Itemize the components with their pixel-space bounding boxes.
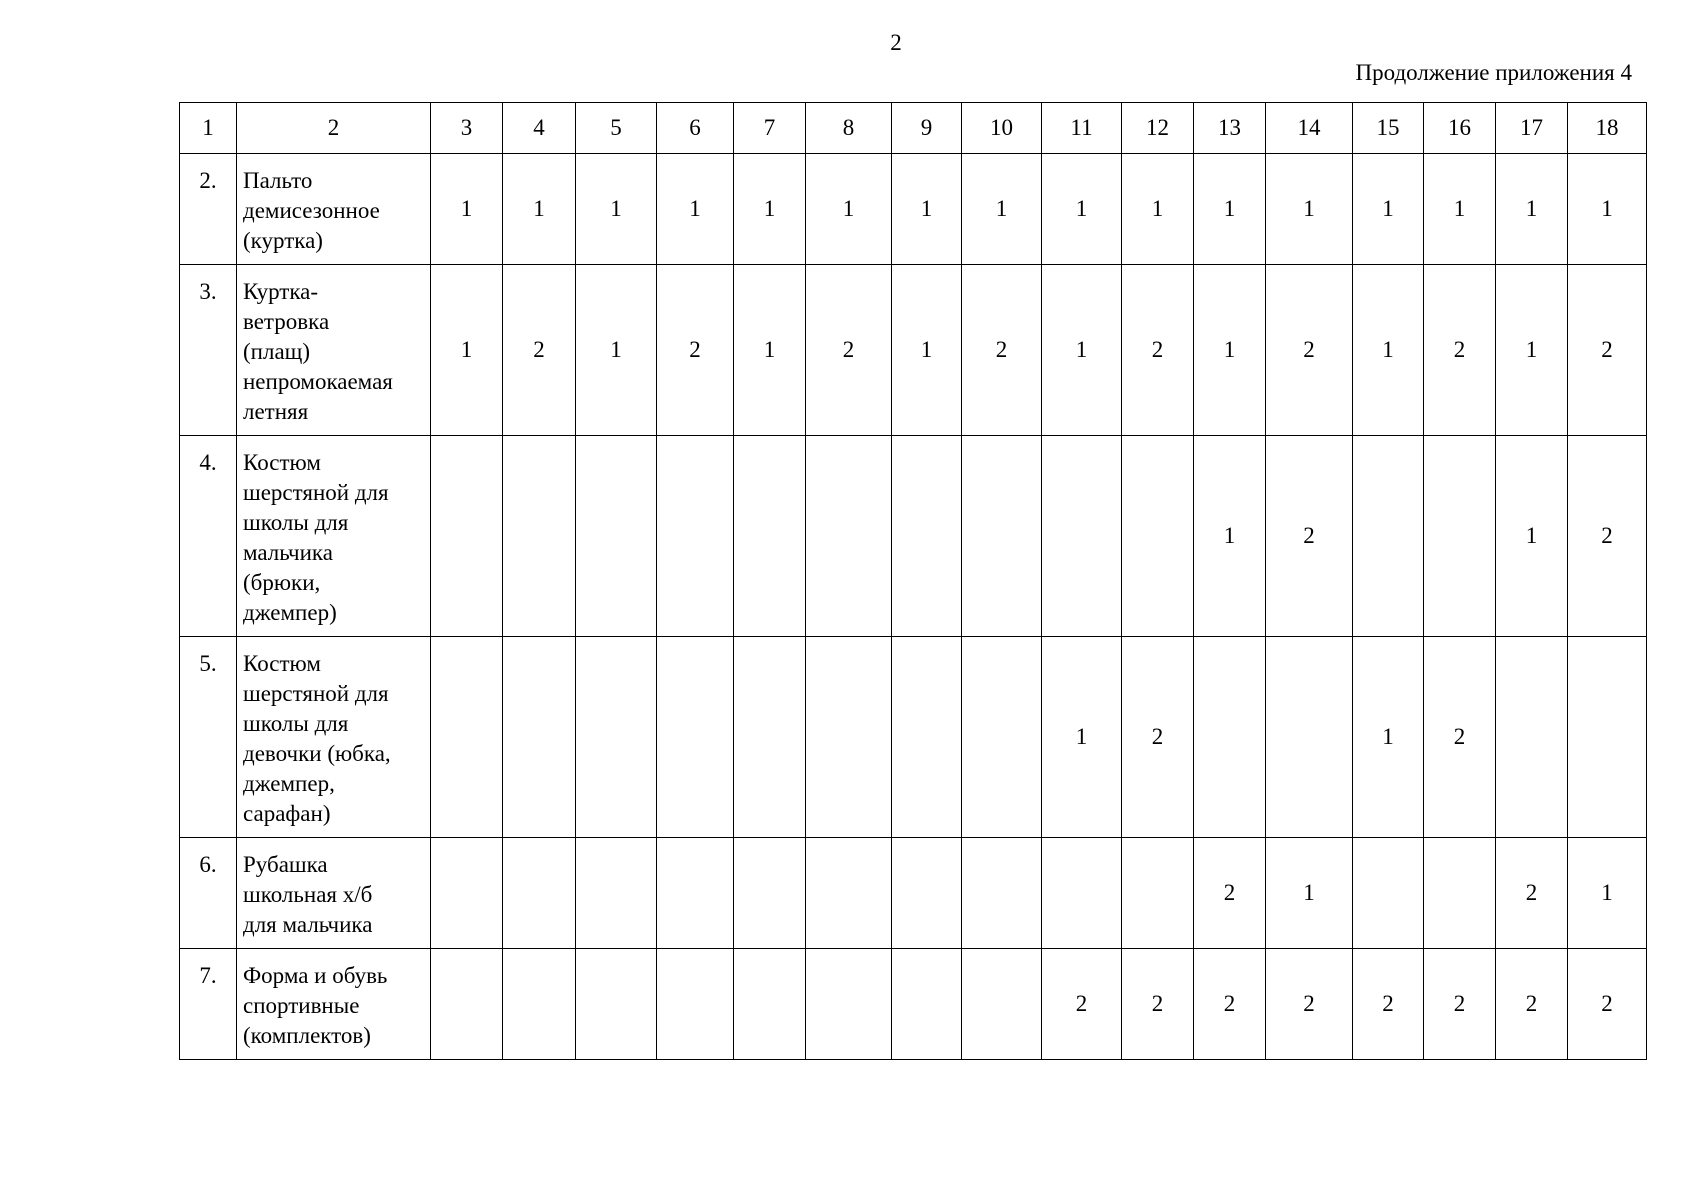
- value-cell: 1: [806, 154, 892, 265]
- value-cell: 1: [1568, 838, 1647, 949]
- value-cell: [1424, 436, 1496, 637]
- value-cell: [1353, 838, 1424, 949]
- value-cell: [1122, 436, 1194, 637]
- value-cell: [503, 838, 576, 949]
- value-cell: 2: [1496, 838, 1568, 949]
- row-number-cell: 2.: [180, 154, 237, 265]
- value-cell: [431, 838, 503, 949]
- column-header-cell: 17: [1496, 103, 1568, 154]
- row-number-cell: 4.: [180, 436, 237, 637]
- value-cell: 2: [657, 265, 734, 436]
- column-header-cell: 1: [180, 103, 237, 154]
- value-cell: 2: [1424, 265, 1496, 436]
- value-cell: [734, 436, 806, 637]
- value-cell: 2: [1568, 265, 1647, 436]
- column-header-cell: 4: [503, 103, 576, 154]
- column-header-cell: 2: [237, 103, 431, 154]
- item-name-cell: Пальто демисезонное (куртка): [237, 154, 431, 265]
- value-cell: [962, 838, 1042, 949]
- value-cell: [734, 637, 806, 838]
- value-cell: 1: [657, 154, 734, 265]
- value-cell: 1: [1122, 154, 1194, 265]
- value-cell: 1: [734, 154, 806, 265]
- value-cell: 1: [892, 265, 962, 436]
- column-header-cell: 16: [1424, 103, 1496, 154]
- table-row: [180, 265, 1647, 436]
- value-cell: 2: [1042, 949, 1122, 1060]
- value-cell: [1353, 436, 1424, 637]
- column-header-cell: 8: [806, 103, 892, 154]
- item-name-cell: Куртка- ветровка (плащ) непромокаемая летняя: [237, 265, 431, 436]
- value-cell: 2: [1424, 637, 1496, 838]
- value-cell: [503, 436, 576, 637]
- value-cell: 1: [431, 265, 503, 436]
- value-cell: [503, 637, 576, 838]
- table-header-row: [180, 103, 1647, 154]
- value-cell: 2: [1266, 436, 1353, 637]
- appendix-table: [179, 102, 1647, 1060]
- row-number-cell: 3.: [180, 265, 237, 436]
- value-cell: [576, 637, 657, 838]
- value-cell: [806, 637, 892, 838]
- value-cell: 1: [576, 154, 657, 265]
- value-cell: [1266, 637, 1353, 838]
- table-row: [180, 436, 1647, 637]
- value-cell: 2: [1424, 949, 1496, 1060]
- column-header-cell: 9: [892, 103, 962, 154]
- value-cell: 2: [1122, 949, 1194, 1060]
- value-cell: 1: [1042, 637, 1122, 838]
- value-cell: 1: [1353, 637, 1424, 838]
- value-cell: [1042, 436, 1122, 637]
- table-row: [180, 838, 1647, 949]
- value-cell: 1: [1496, 154, 1568, 265]
- item-name-cell: Костюм шерстяной для школы для мальчика (брюки, джемпер): [237, 436, 431, 637]
- value-cell: [806, 949, 892, 1060]
- value-cell: [431, 637, 503, 838]
- value-cell: 1: [1194, 436, 1266, 637]
- value-cell: [806, 838, 892, 949]
- appendix-continuation-label: Продолжение приложения 4: [1355, 60, 1632, 85]
- value-cell: [657, 838, 734, 949]
- column-header-cell: 12: [1122, 103, 1194, 154]
- value-cell: [734, 838, 806, 949]
- column-header-cell: 13: [1194, 103, 1266, 154]
- value-cell: 1: [892, 154, 962, 265]
- row-number-cell: 7.: [180, 949, 237, 1060]
- value-cell: 1: [1266, 838, 1353, 949]
- column-header-cell: 7: [734, 103, 806, 154]
- column-header-cell: 3: [431, 103, 503, 154]
- value-cell: [657, 949, 734, 1060]
- value-cell: [1568, 637, 1647, 838]
- value-cell: [576, 838, 657, 949]
- value-cell: 1: [1568, 154, 1647, 265]
- value-cell: 1: [431, 154, 503, 265]
- value-cell: [1424, 838, 1496, 949]
- page-number: 2: [890, 30, 902, 55]
- table-row: [180, 949, 1647, 1060]
- value-cell: [806, 436, 892, 637]
- value-cell: 1: [1496, 265, 1568, 436]
- value-cell: 1: [1496, 436, 1568, 637]
- value-cell: 1: [1042, 265, 1122, 436]
- item-name-cell: Костюм шерстяной для школы для девочки (юбка, джемпер, сарафан): [237, 637, 431, 838]
- value-cell: 2: [1266, 949, 1353, 1060]
- value-cell: [962, 436, 1042, 637]
- value-cell: 2: [806, 265, 892, 436]
- column-header-cell: 11: [1042, 103, 1122, 154]
- value-cell: [431, 436, 503, 637]
- value-cell: [892, 949, 962, 1060]
- column-header-cell: 14: [1266, 103, 1353, 154]
- value-cell: 2: [1496, 949, 1568, 1060]
- column-header-cell: 5: [576, 103, 657, 154]
- value-cell: [576, 436, 657, 637]
- value-cell: 2: [503, 265, 576, 436]
- value-cell: 2: [962, 265, 1042, 436]
- value-cell: [503, 949, 576, 1060]
- value-cell: 1: [734, 265, 806, 436]
- value-cell: 2: [1122, 265, 1194, 436]
- value-cell: 2: [1194, 949, 1266, 1060]
- value-cell: 1: [576, 265, 657, 436]
- column-header-cell: 10: [962, 103, 1042, 154]
- value-cell: [892, 838, 962, 949]
- table-row: [180, 637, 1647, 838]
- value-cell: [657, 637, 734, 838]
- value-cell: 1: [1353, 154, 1424, 265]
- value-cell: 1: [1424, 154, 1496, 265]
- value-cell: [892, 436, 962, 637]
- value-cell: [962, 949, 1042, 1060]
- row-number-cell: 6.: [180, 838, 237, 949]
- value-cell: [1122, 838, 1194, 949]
- column-header-cell: 18: [1568, 103, 1647, 154]
- value-cell: 1: [962, 154, 1042, 265]
- value-cell: [1194, 637, 1266, 838]
- value-cell: 2: [1568, 949, 1647, 1060]
- value-cell: [892, 637, 962, 838]
- value-cell: 1: [1194, 265, 1266, 436]
- value-cell: 1: [1353, 265, 1424, 436]
- value-cell: 2: [1353, 949, 1424, 1060]
- column-header-cell: 15: [1353, 103, 1424, 154]
- table-row: [180, 154, 1647, 265]
- value-cell: [431, 949, 503, 1060]
- value-cell: 2: [1266, 265, 1353, 436]
- value-cell: [962, 637, 1042, 838]
- value-cell: 2: [1194, 838, 1266, 949]
- column-header-cell: 6: [657, 103, 734, 154]
- value-cell: 1: [1194, 154, 1266, 265]
- value-cell: [657, 436, 734, 637]
- item-name-cell: Рубашка школьная х/б для мальчика: [237, 838, 431, 949]
- value-cell: [576, 949, 657, 1060]
- value-cell: [1042, 838, 1122, 949]
- value-cell: 1: [1042, 154, 1122, 265]
- value-cell: [734, 949, 806, 1060]
- value-cell: 2: [1122, 637, 1194, 838]
- row-number-cell: 5.: [180, 637, 237, 838]
- value-cell: 2: [1568, 436, 1647, 637]
- value-cell: [1496, 637, 1568, 838]
- table-body: [180, 103, 1647, 1060]
- value-cell: 1: [503, 154, 576, 265]
- item-name-cell: Форма и обувь спортивные (комплектов): [237, 949, 431, 1060]
- value-cell: 1: [1266, 154, 1353, 265]
